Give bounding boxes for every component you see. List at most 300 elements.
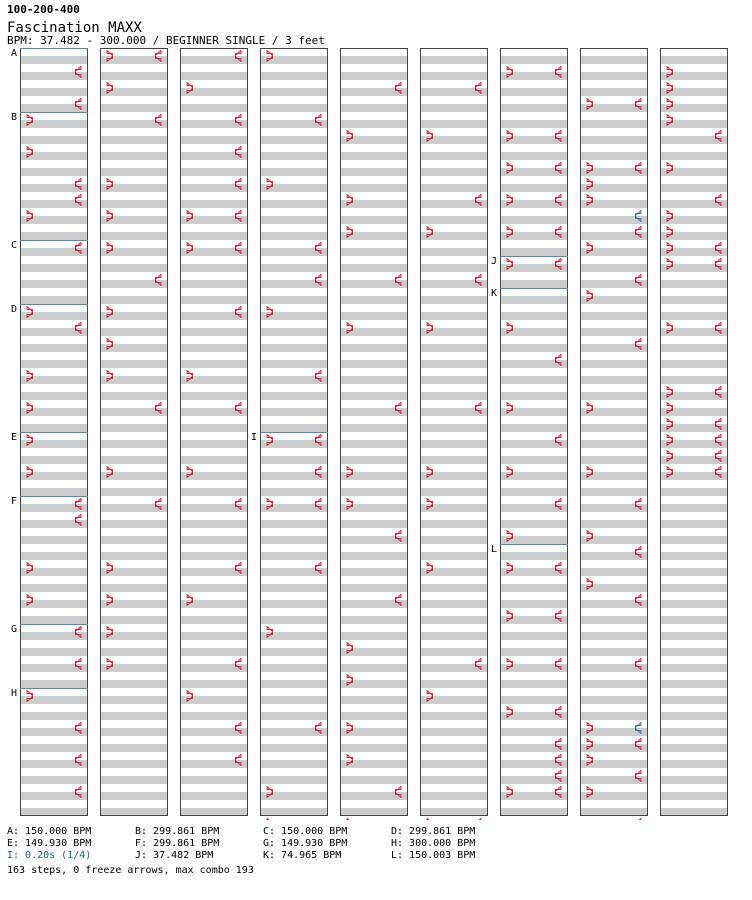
stripe — [260, 328, 328, 336]
stripe — [100, 696, 168, 704]
stripe — [340, 456, 408, 464]
stripe — [180, 232, 248, 240]
stripe — [100, 648, 168, 656]
stripe — [500, 104, 568, 112]
stripe — [100, 392, 168, 400]
stripe — [100, 72, 168, 80]
stripe — [100, 728, 168, 736]
stripe — [340, 504, 408, 512]
arrow-R — [475, 819, 481, 821]
stripe — [260, 472, 328, 480]
stripe — [580, 232, 648, 240]
stripe — [340, 296, 408, 304]
stripe — [500, 552, 568, 560]
stripe — [420, 312, 488, 320]
stripe — [500, 712, 568, 720]
bpm-k: K: 74.965 BPM — [263, 850, 342, 861]
stripe — [580, 280, 648, 288]
stripe — [580, 664, 648, 672]
stripe — [660, 728, 728, 736]
stripe — [20, 184, 88, 192]
stripe — [100, 472, 168, 480]
stripe — [420, 568, 488, 576]
stripe — [260, 136, 328, 144]
stripe — [340, 680, 408, 688]
stats-text: 163 steps, 0 freeze arrows, max combo 193 — [7, 865, 254, 876]
stripe — [340, 696, 408, 704]
stripe — [660, 504, 728, 512]
bpm-d: D: 299.861 BPM — [391, 826, 476, 837]
stripe — [180, 360, 248, 368]
stripe — [260, 344, 328, 352]
stripe — [260, 120, 328, 128]
stripe — [260, 280, 328, 288]
stripe — [660, 616, 728, 624]
stripe — [660, 376, 728, 384]
stripe — [20, 488, 88, 496]
stripe — [420, 712, 488, 720]
stripe — [580, 424, 648, 432]
stripe — [20, 680, 88, 688]
stripe — [340, 216, 408, 224]
stripe — [580, 792, 648, 800]
stripe — [500, 56, 568, 64]
stripe — [20, 56, 88, 64]
stripe — [660, 760, 728, 768]
stripe — [580, 264, 648, 272]
stripe — [180, 248, 248, 256]
stripe — [20, 200, 88, 208]
stripe — [20, 536, 88, 544]
stripe — [100, 488, 168, 496]
stripe — [20, 152, 88, 160]
stripe — [180, 328, 248, 336]
stripe — [180, 616, 248, 624]
stripe — [500, 328, 568, 336]
stripe — [660, 72, 728, 80]
stripe — [20, 632, 88, 640]
stripe — [260, 552, 328, 560]
stripe — [340, 712, 408, 720]
stripe — [100, 424, 168, 432]
bpm-marker-label: B — [11, 112, 18, 123]
stripe — [340, 376, 408, 384]
stripe — [180, 632, 248, 640]
stripe — [340, 440, 408, 448]
stripe — [580, 184, 648, 192]
stripe — [580, 152, 648, 160]
stripe — [420, 232, 488, 240]
stripe — [500, 440, 568, 448]
stripe — [660, 56, 728, 64]
stripe — [420, 120, 488, 128]
stripe — [500, 376, 568, 384]
stripe — [100, 712, 168, 720]
stripe — [500, 248, 568, 256]
stripe — [500, 344, 568, 352]
chart-subtitle: BPM: 37.482 - 300.000 / BEGINNER SINGLE / 3 feet — [7, 34, 325, 47]
stripe — [20, 664, 88, 672]
stripe — [500, 216, 568, 224]
stripe — [100, 360, 168, 368]
stripe — [100, 520, 168, 528]
stripe — [100, 280, 168, 288]
stripe — [580, 392, 648, 400]
stripe — [180, 408, 248, 416]
stripe — [260, 424, 328, 432]
stripe — [500, 312, 568, 320]
stripe — [580, 136, 648, 144]
stripe — [260, 200, 328, 208]
stripe — [420, 184, 488, 192]
stripe — [180, 680, 248, 688]
stripe — [580, 440, 648, 448]
stripe — [500, 200, 568, 208]
stripe — [100, 504, 168, 512]
stripe — [20, 744, 88, 752]
stripe — [580, 472, 648, 480]
stripe — [580, 376, 648, 384]
stripe — [660, 680, 728, 688]
stripe — [500, 632, 568, 640]
bpm-g: G: 149.930 BPM — [263, 838, 348, 849]
stripe — [20, 648, 88, 656]
stripe — [100, 616, 168, 624]
stripe — [100, 136, 168, 144]
stripe — [340, 632, 408, 640]
stripe — [580, 328, 648, 336]
stripe — [260, 376, 328, 384]
stripe — [420, 200, 488, 208]
stripe — [100, 776, 168, 784]
stripe — [500, 568, 568, 576]
stripe — [180, 536, 248, 544]
stripe — [340, 200, 408, 208]
stripe — [100, 328, 168, 336]
stripe — [340, 568, 408, 576]
stripe — [420, 600, 488, 608]
stripe — [100, 760, 168, 768]
stripe — [500, 72, 568, 80]
stripe — [340, 264, 408, 272]
stripe — [260, 408, 328, 416]
stripe — [20, 232, 88, 240]
stripe — [180, 56, 248, 64]
stripe — [580, 168, 648, 176]
stripe — [500, 648, 568, 656]
stripe — [180, 552, 248, 560]
stripe — [420, 152, 488, 160]
stripe — [180, 456, 248, 464]
stripe — [500, 616, 568, 624]
stripe — [500, 808, 568, 816]
stripe — [20, 376, 88, 384]
stripe — [100, 264, 168, 272]
stripe — [420, 360, 488, 368]
stripe — [260, 152, 328, 160]
stripe — [180, 520, 248, 528]
stripe — [260, 264, 328, 272]
stripe — [660, 312, 728, 320]
stripe — [340, 520, 408, 528]
stripe — [420, 248, 488, 256]
stripe — [20, 312, 88, 320]
stripe — [340, 312, 408, 320]
stripe — [420, 104, 488, 112]
stripe — [420, 808, 488, 816]
stripe — [500, 520, 568, 528]
stripe — [340, 344, 408, 352]
stripe — [260, 728, 328, 736]
stripe — [500, 408, 568, 416]
stripe — [260, 456, 328, 464]
arrow-R — [635, 819, 641, 821]
stripe — [660, 632, 728, 640]
stripe — [500, 536, 568, 544]
stripe — [660, 792, 728, 800]
stripe — [660, 600, 728, 608]
stripe — [500, 760, 568, 768]
bpm-h: H: 300.000 BPM — [391, 838, 476, 849]
stripe — [260, 296, 328, 304]
stripe — [260, 648, 328, 656]
stripe — [260, 488, 328, 496]
stripe — [500, 728, 568, 736]
stripe — [420, 88, 488, 96]
stripe — [660, 584, 728, 592]
stripe — [580, 248, 648, 256]
stripe — [180, 696, 248, 704]
stripe — [500, 168, 568, 176]
stripe — [20, 344, 88, 352]
stripe — [580, 104, 648, 112]
arrow-L — [267, 819, 273, 821]
stripe — [180, 200, 248, 208]
stripe — [260, 536, 328, 544]
bpm-f: F: 299.861 BPM — [135, 838, 220, 849]
stripe — [340, 152, 408, 160]
stripe — [420, 488, 488, 496]
stripe — [500, 696, 568, 704]
stripe — [340, 552, 408, 560]
stripe — [500, 88, 568, 96]
stripe — [20, 728, 88, 736]
stripe — [660, 408, 728, 416]
bpm-marker-label: H — [11, 688, 18, 699]
stripe — [580, 760, 648, 768]
stripe — [180, 792, 248, 800]
arrow-L — [347, 819, 353, 821]
bpm-marker-label: G — [11, 624, 18, 635]
stripe — [100, 104, 168, 112]
stripe — [660, 712, 728, 720]
stripe — [580, 712, 648, 720]
stripe — [660, 216, 728, 224]
stripe — [180, 504, 248, 512]
stripe — [420, 792, 488, 800]
stop-i: I: 0.20s (1/4) — [7, 850, 92, 861]
stripe — [260, 776, 328, 784]
stripe — [180, 808, 248, 816]
stripe — [20, 616, 88, 624]
stripe — [420, 648, 488, 656]
stripe — [660, 568, 728, 576]
stripe — [340, 88, 408, 96]
stripe — [660, 200, 728, 208]
stripe — [260, 664, 328, 672]
stripe — [420, 760, 488, 768]
stripe — [100, 56, 168, 64]
stripe — [180, 312, 248, 320]
stripe — [180, 88, 248, 96]
stripe — [340, 232, 408, 240]
stripe — [580, 120, 648, 128]
stripe — [180, 152, 248, 160]
stripe — [500, 280, 568, 288]
stripe — [20, 168, 88, 176]
stripe — [660, 120, 728, 128]
stripe — [20, 776, 88, 784]
stripe — [260, 632, 328, 640]
stripe — [260, 504, 328, 512]
stripe — [580, 600, 648, 608]
stripe — [340, 808, 408, 816]
stripe — [660, 424, 728, 432]
stripe — [340, 408, 408, 416]
stripe — [500, 152, 568, 160]
stripe — [500, 424, 568, 432]
stripe — [500, 456, 568, 464]
stripe — [660, 536, 728, 544]
stripe — [260, 440, 328, 448]
stripe — [500, 504, 568, 512]
stripe — [340, 488, 408, 496]
stripe — [340, 728, 408, 736]
stripe — [260, 168, 328, 176]
stripe — [340, 424, 408, 432]
stripe — [660, 696, 728, 704]
stripe — [420, 424, 488, 432]
stripe — [580, 616, 648, 624]
stripe — [580, 360, 648, 368]
stripe — [100, 664, 168, 672]
stripe — [20, 552, 88, 560]
stripe — [420, 216, 488, 224]
stripe — [180, 712, 248, 720]
stripe — [180, 664, 248, 672]
stripe — [100, 232, 168, 240]
stripe — [580, 808, 648, 816]
bpm-marker-label: J — [491, 256, 498, 267]
stripe — [580, 520, 648, 528]
stripe — [660, 328, 728, 336]
stripe — [20, 280, 88, 288]
stripe — [180, 104, 248, 112]
stripe — [100, 808, 168, 816]
stripe — [500, 136, 568, 144]
stripe — [20, 440, 88, 448]
stripe — [20, 408, 88, 416]
stripe — [20, 712, 88, 720]
stripe — [340, 792, 408, 800]
stripe — [180, 648, 248, 656]
stripe — [420, 296, 488, 304]
stripe — [100, 376, 168, 384]
bpm-marker-label: I — [251, 432, 258, 443]
stripe — [260, 760, 328, 768]
stripe — [340, 136, 408, 144]
score-text: 100-200-400 — [7, 3, 80, 16]
stripe — [660, 552, 728, 560]
stripe — [420, 552, 488, 560]
stripe — [180, 184, 248, 192]
stripe — [420, 520, 488, 528]
stripe — [500, 488, 568, 496]
stripe — [660, 648, 728, 656]
stripe — [660, 184, 728, 192]
bpm-a: A: 150.000 BPM — [7, 826, 92, 837]
stripe — [660, 472, 728, 480]
stripe — [100, 168, 168, 176]
stripe — [100, 632, 168, 640]
stripe — [180, 776, 248, 784]
stripe — [420, 56, 488, 64]
stripe — [340, 760, 408, 768]
stripe — [100, 344, 168, 352]
stripe — [260, 568, 328, 576]
stripe — [260, 520, 328, 528]
bpm-marker-label: A — [11, 48, 18, 59]
stripe — [100, 296, 168, 304]
stripe — [500, 392, 568, 400]
stripe — [20, 328, 88, 336]
stripe — [100, 200, 168, 208]
stripe — [580, 488, 648, 496]
stripe — [420, 744, 488, 752]
stripe — [260, 232, 328, 240]
stripe — [180, 168, 248, 176]
stripe — [660, 776, 728, 784]
stripe — [660, 296, 728, 304]
stripe — [660, 152, 728, 160]
stripe — [260, 744, 328, 752]
stripe — [100, 744, 168, 752]
stripe — [260, 600, 328, 608]
stripe — [580, 568, 648, 576]
stripe — [420, 616, 488, 624]
stripe — [420, 72, 488, 80]
stripe — [580, 312, 648, 320]
stripe — [100, 312, 168, 320]
stripe — [180, 472, 248, 480]
stripe — [260, 216, 328, 224]
stripe — [20, 360, 88, 368]
stripe — [180, 600, 248, 608]
stripe — [260, 584, 328, 592]
stripe — [100, 680, 168, 688]
bpm-marker-label: F — [11, 496, 18, 507]
stripe — [660, 392, 728, 400]
stripe — [660, 664, 728, 672]
stripe — [500, 680, 568, 688]
stripe — [100, 440, 168, 448]
stripe — [500, 600, 568, 608]
stripe — [340, 184, 408, 192]
stripe — [100, 568, 168, 576]
stripe — [500, 792, 568, 800]
stripe — [420, 344, 488, 352]
stripe — [660, 264, 728, 272]
